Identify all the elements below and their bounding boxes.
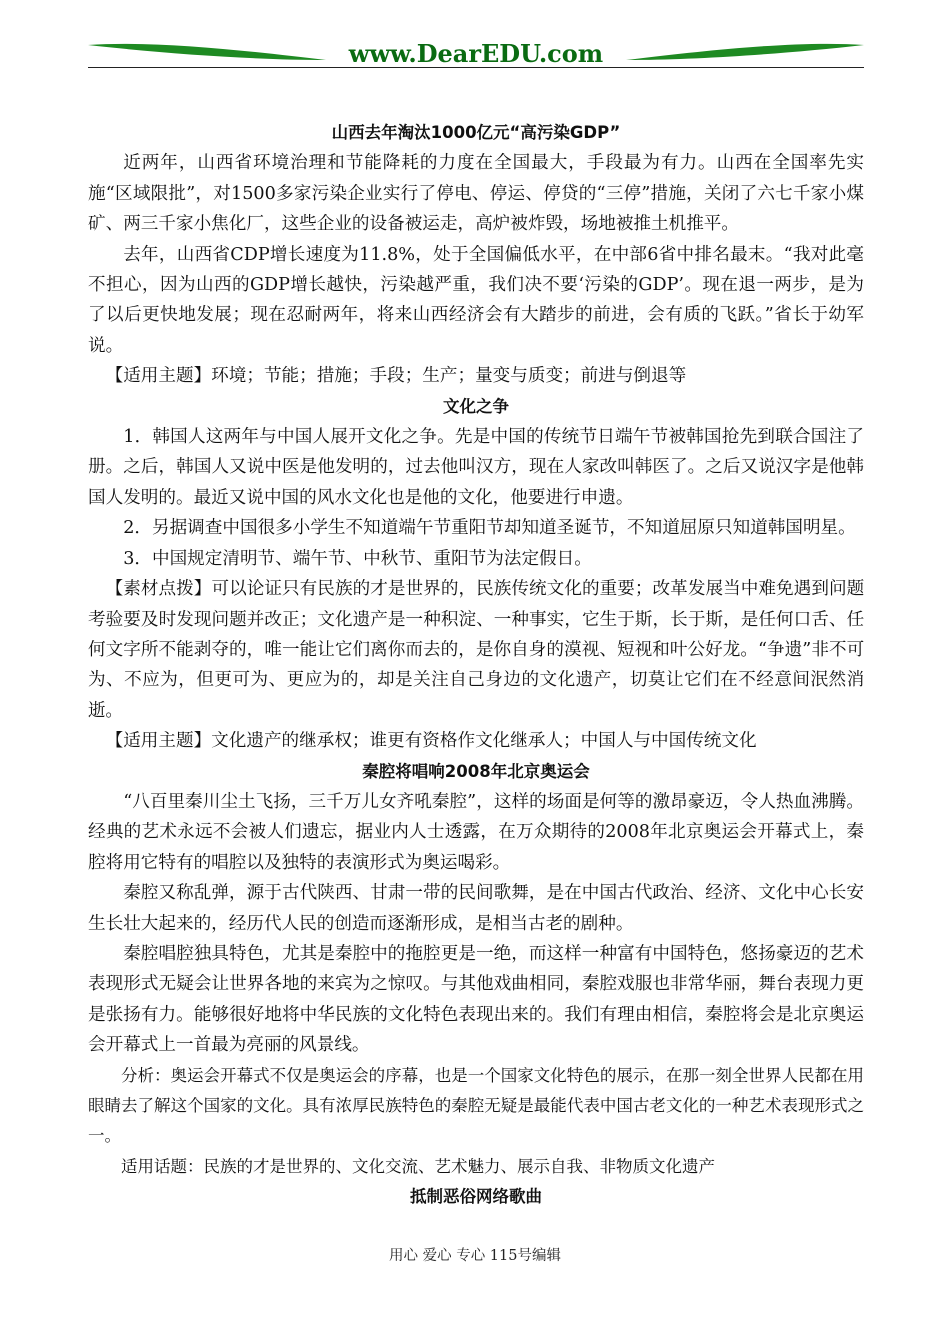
article-title: 山西去年淘汰1000亿元“高污染GDP”: [331, 123, 621, 142]
paragraph: 近两年，山西省环境治理和节能降耗的力度在全国最大，手段最为有力。山西在全国率先实施“区域限批”，对1500多家污染企业实行了停电、停运、停贷的“三停”措施，关闭了六七千家小煤矿、两三千家小焦化厂，这些企业的设备被运走，高炉被炸毁，场地被推土机推平。: [88, 153, 864, 235]
paragraph: 3．中国规定清明节、端午节、中秋节、重阳节为法定假日。: [123, 548, 592, 569]
paragraph: 2．另据调查中国很多小学生不知道端午节重阳节却知道圣诞节，不知道屈原只知道韩国明星。: [123, 518, 856, 539]
site-url-text: www.DearEDU.com: [348, 39, 604, 68]
article-title: 文化之争: [443, 396, 509, 416]
article-title: 秦腔将唱响2008年北京奥运会: [362, 761, 590, 781]
paragraph: “八百里秦川尘土飞扬，三千万儿女齐吼秦腔”，这样的场面是何等的激昂豪迈，令人热血沸腾。经典的艺术永远不会被人们遗忘，据业内人士透露，在万众期待的2008年北京奥运会开幕式上，秦腔将用它特有的唱腔以及独特的表演形式为奥运喝彩。: [88, 791, 864, 873]
document-body: [88, 118, 864, 1213]
page-footer: 用心 爱心 专心 115号编辑: [388, 1248, 561, 1264]
header-divider: [88, 67, 864, 68]
paragraph: 秦腔唱腔独具特色，尤其是秦腔中的拖腔更是一绝，而这样一种富有中国特色，悠扬豪迈的艺术表现形式无疑会让世界各地的来宾为之惊叹。与其他戏曲相同，秦腔戏服也非常华丽，舞台表现力更是张扬有力。能够很好地将中华民族的文化特色表现出来的。我们有理由相信，秦腔将会是北京奥运会开幕式上一首最为亮丽的风景线。: [88, 943, 864, 1056]
paragraph: 1．韩国人这两年与中国人展开文化之争。先是中国的传统节日端午节被韩国抢先到联合国注了册。之后，韩国人又说中医是他发明的，过去他叫汉方，现在人家改叫韩医了。之后又说汉字是他韩国人发明的。最近又说中国的风水文化也是他的文化，他要进行申遗。: [88, 427, 864, 508]
topic-line: 【适用主题】文化遗产的继承权；谁更有资格作文化继承人；中国人与中国传统文化: [105, 731, 757, 752]
material-note: 【素材点拨】可以论证只有民族的才是世界的，民族传统文化的重要；改革发展当中难免遇到问题考验要及时发现问题并改正；文化遗产是一种积淀、一种事实，它生于斯，长于斯，是任何口舌、任何文字所不能剥夺的，唯一能让它们离你而去的，是你自身的漠视、短视和叶公好龙。“争遗”非不可为、不应为，但更可为、更应为的，却是关注自己身边的文化遗产，切莫让它们在不经意间泯然消逝。: [88, 579, 864, 721]
topic-line: 【适用主题】环境；节能；措施；手段；生产；量变与质变；前进与倒退等: [105, 366, 687, 387]
paragraph: 秦腔又称乱弹，源于古代陕西、甘肃一带的民间歌舞，是在中国古代政治、经济、文化中心长安生长壮大起来的，经历代人民的创造而逐渐形成，是相当古老的剧种。: [88, 883, 864, 934]
topic-line: 适用话题：民族的才是世界的、文化交流、艺术魅力、展示自我、非物质文化遗产: [121, 1156, 715, 1176]
article-title: 抵制恶俗网络歌曲: [410, 1187, 542, 1207]
paragraph: 去年，山西省CDP增长速度为11.8%，处于全国偏低水平，在中部6省中排名最末。“我对此毫不担心，因为山西的GDP增长越快，污染越严重，我们决不要‘污染的GDP’。现在退一两步，是为了以后更快地发展；现在忍耐两年，将来山西经济会有大踏步的前进，会有质的飞跃。”省长于幼军说。: [88, 244, 864, 356]
analysis-paragraph: 分析：奥运会开幕式不仅是奥运会的序幕，也是一个国家文化特色的展示，在那一刻全世界人民都在用眼睛去了解这个国家的文化。具有浓厚民族特色的秦腔无疑是最能代表中国古老文化的一种艺术表现形式之一。: [88, 1065, 864, 1146]
